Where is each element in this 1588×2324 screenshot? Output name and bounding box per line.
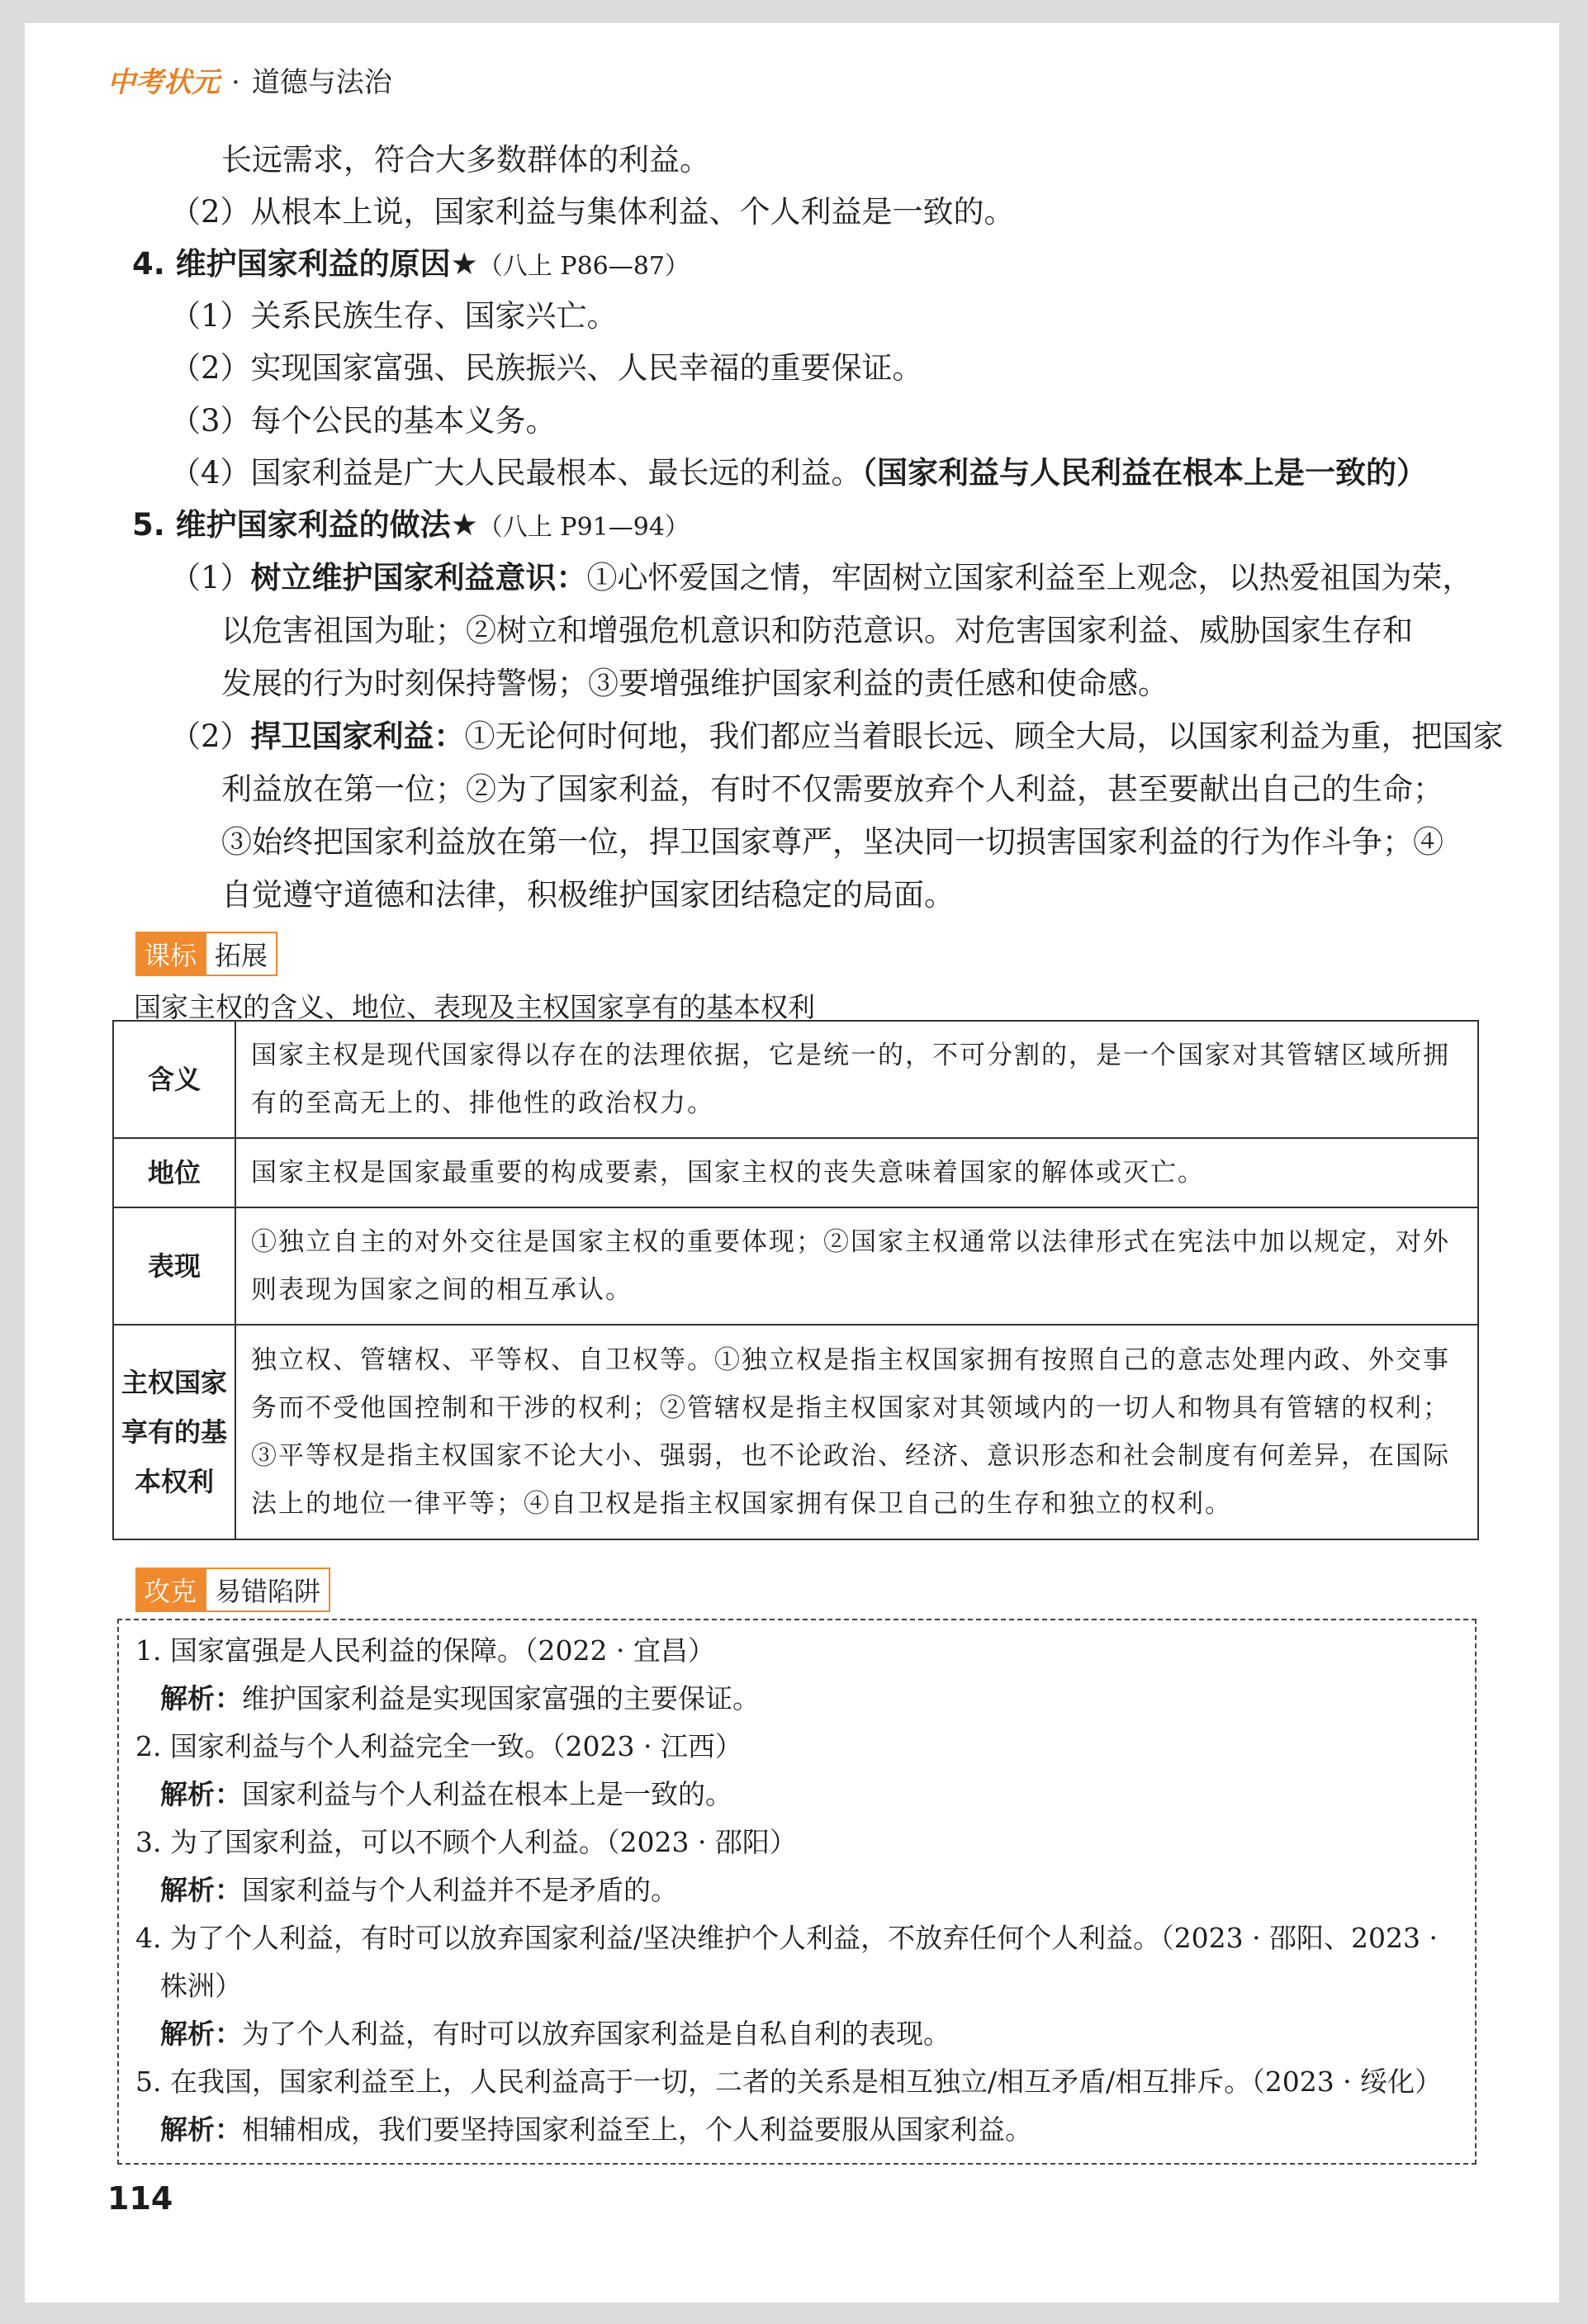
tag-label-b: 拓展: [205, 932, 277, 976]
row-content: 国家主权是国家最重要的构成要素，国家主权的丧失意味着国家的解体或灭亡。: [235, 1138, 1478, 1207]
trap-analysis: [160, 2106, 1032, 2154]
point-2-head: 捍卫国家利益：: [250, 719, 465, 754]
tag-label-a: 攻克: [135, 1568, 205, 1612]
trap-analysis: [160, 1866, 678, 1914]
section-4-item: （1）关系民族生存、国家兴亡。: [170, 298, 618, 334]
analysis-label: 解析：: [160, 1874, 242, 1906]
analysis-label: 解析：: [160, 2018, 242, 2050]
row-header: 地位: [113, 1138, 235, 1207]
table-row: [113, 1138, 1478, 1207]
analysis-text: 相辅相成，我们要坚持国家利益至上，个人利益要服从国家利益。: [242, 2113, 1032, 2146]
continuation-text: 长远需求，符合大多数群体的利益。: [221, 142, 710, 178]
trap-question: 1. 国家富强是人民利益的保障。（2022 · 宜昌）: [135, 1634, 715, 1667]
page-number: 114: [107, 2180, 173, 2217]
section-5-point-2: [170, 717, 1504, 756]
trap-analysis: [160, 1771, 732, 1819]
trap-question: 4. 为了个人利益，有时可以放弃国家利益/坚决维护个人利益，不放弃任何个人利益。（2023 · 邵阳、2023 ·: [135, 1922, 1439, 1954]
point-1-head: 树立维护国家利益意识：: [250, 560, 587, 595]
analysis-text: 维护国家利益是实现国家富强的主要保证。: [242, 1682, 760, 1715]
point-2-line: ③始终把国家利益放在第一位，捍卫国家尊严，坚决同一切损害国家利益的行为作斗争；④: [221, 824, 1443, 860]
table-row: [113, 1021, 1478, 1138]
analysis-label: 解析：: [160, 2113, 242, 2146]
section-5-title: 5. 维护国家利益的做法★: [132, 507, 478, 543]
analysis-label: 解析：: [160, 1682, 242, 1715]
table-caption: 国家主权的含义、地位、表现及主权国家享有的基本权利: [134, 991, 815, 1023]
header-separator: ·: [231, 66, 240, 99]
analysis-text: 国家利益与个人利益在根本上是一致的。: [242, 1778, 732, 1810]
analysis-text: 国家利益与个人利益并不是矛盾的。: [242, 1874, 678, 1906]
section-4-item-4: [170, 453, 1427, 493]
tag-label-a: 课标: [135, 932, 205, 976]
row-content: 独立权、管辖权、平等权、自卫权等。①独立权是指主权国家拥有按照自己的意志处理内政、外交事务而不受他国控制和干涉的权利；②管辖权是指主权国家对其领域内的一切人和物具有管辖的权利；③平等权是指主权国家不论大小、强弱，也不论政治、经济、意识形态和社会制度有何差异，在国际法上的地位一律平等；④自卫权是指主权国家拥有保卫自己的生存和独立的权利。: [235, 1325, 1478, 1539]
subject-title: 道德与法治: [251, 66, 392, 99]
analysis-text: 为了个人利益，有时可以放弃国家利益是自私自利的表现。: [242, 2018, 950, 2050]
trap-analysis: [160, 2010, 950, 2058]
point-2-prefix: （2）: [170, 719, 251, 754]
point-2-line: 自觉遵守道德和法律，积极维护国家团结稳定的局面。: [221, 877, 955, 913]
point-1-prefix: （1）: [170, 560, 251, 595]
section-5-ref: （八上 P91—94）: [477, 513, 690, 542]
brand-logo: 中考状元: [107, 66, 220, 99]
section-5-point-1: [170, 558, 1473, 598]
tag-label-b: 易错陷阱: [205, 1568, 330, 1612]
section-4-heading: [132, 244, 690, 287]
analysis-label: 解析：: [160, 1778, 242, 1810]
point-1-line: 发展的行为时刻保持警惕；③要增强维护国家利益的责任感和使命感。: [221, 666, 1168, 701]
trap-question: 2. 国家利益与个人利益完全一致。（2023 · 江西）: [135, 1730, 742, 1762]
row-header: 主权国家享有的基本权利: [113, 1325, 235, 1539]
point-1-line: 以危害祖国为耻；②树立和增强危机意识和防范意识。对危害国家利益、威胁国家生存和: [221, 613, 1413, 648]
point-2-line: 利益放在第一位；②为了国家利益，有时不仅需要放弃个人利益，甚至要献出自己的生命；: [221, 771, 1443, 807]
section-4-item-4-note: （国家利益与人民利益在根本上是一致的）: [861, 455, 1428, 491]
section-4-ref: （八上 P86—87）: [477, 252, 690, 281]
section-tag-gongke: [135, 1568, 330, 1612]
row-header: 表现: [113, 1207, 235, 1325]
section-4-item: （2）实现国家富强、民族振兴、人民幸福的重要保证。: [170, 350, 923, 386]
page-header: [107, 59, 392, 100]
trap-analysis: [160, 1675, 760, 1723]
section-5-heading: [132, 505, 690, 548]
table-row: [113, 1325, 1478, 1539]
row-content: ①独立自主的对外交往是国家主权的重要体现；②国家主权通常以法律形式在宪法中加以规定，对外则表现为国家之间的相互承认。: [235, 1207, 1478, 1325]
section-tag-kebiao: [135, 932, 277, 976]
trap-question-continued: 株洲）: [160, 1970, 242, 2002]
trap-question: 5. 在我国，国家利益至上，人民利益高于一切，二者的关系是相互独立/相互矛盾/相互排斥。（2023 · 绥化）: [135, 2066, 1443, 2098]
point-2-line: ①无论何时何地，我们都应当着眼长远、顾全大局，以国家利益为重，把国家: [464, 719, 1504, 754]
section-4-title: 4. 维护国家利益的原因★: [132, 246, 478, 282]
section-4-item: （3）每个公民的基本义务。: [170, 403, 557, 439]
error-traps-box: [117, 1619, 1477, 2165]
trap-question: 3. 为了国家利益，可以不顾个人利益。（2023 · 邵阳）: [135, 1826, 797, 1858]
paragraph-point-2: （2）从根本上说，国家利益与集体利益、个人利益是一致的。: [170, 194, 1015, 230]
row-header: 含义: [113, 1021, 235, 1138]
table-row: [113, 1207, 1478, 1325]
point-1-line: ①心怀爱国之情，牢固树立国家利益至上观念，以热爱祖国为荣，: [586, 560, 1473, 595]
sovereignty-table: [112, 1020, 1479, 1540]
section-4-item-4-text: （4）国家利益是广大人民最根本、最长远的利益。: [170, 455, 862, 491]
row-content: 国家主权是现代国家得以存在的法理依据，它是统一的，不可分割的，是一个国家对其管辖区域所拥有的至高无上的、排他性的政治权力。: [235, 1021, 1478, 1138]
